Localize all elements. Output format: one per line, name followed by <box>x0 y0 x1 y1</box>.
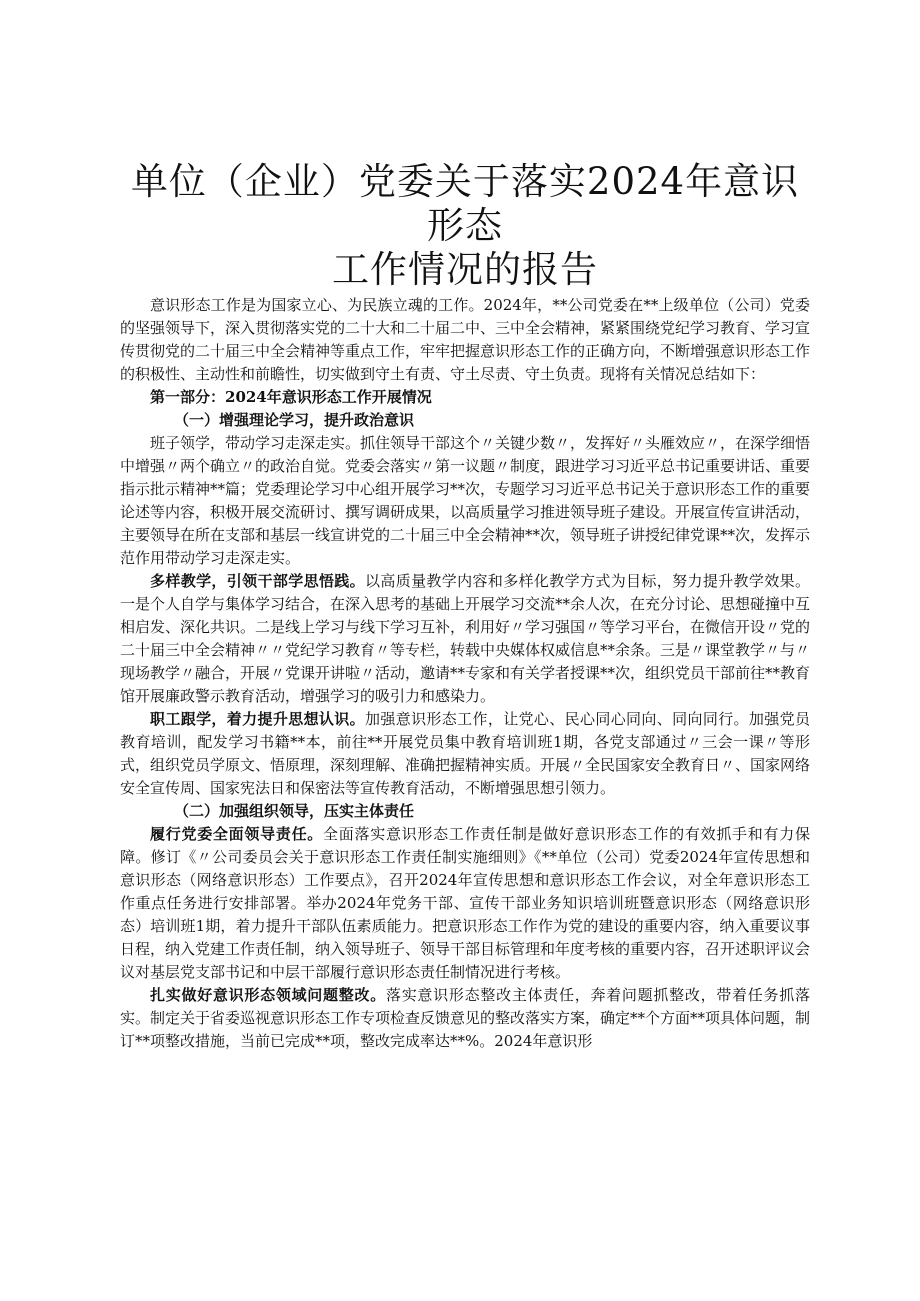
section2-heading: （二）加强组织领导，压实主体责任 <box>174 802 415 820</box>
paragraph-body: 落实意识形态整改主体责任，奔着问题抓整改，带着任务抓落实。制定关于省委巡视意识形态工作专项检查反馈意见的整改落实方案，确定**个方面**项具体问题，制订**项整改措施，当前已完成**项，整改完成率达**%。2024年意识形 <box>120 986 811 1050</box>
document-title <box>120 160 810 292</box>
paragraph-lead: 扎实做好意识形态领域问题整改。 <box>150 986 386 1004</box>
paragraph-body: 加强意识形态工作，让党心、民心同心同向、同向同行。加强党员教育培训，配发学习书籍**本，前往**开展党员集中教育培训班1期，各党支部通过〃三会一课〃等形式，组织党员学原文、悟原理，深刻理解、准确把握精神实质。开展〃全民国家安全教育日〃、国家网络安全宣传周、国家宪法日和保密法等宣传教育活动，不断增强思想引领力。 <box>120 710 811 797</box>
document-page <box>120 160 810 1053</box>
paragraph-lead: 多样教学，引领干部学思悟践。 <box>150 572 365 590</box>
paragraph-party-leadership <box>120 823 810 984</box>
paragraph-diverse-teaching <box>120 570 810 708</box>
title-line-2: 工作情况的报告 <box>332 248 598 291</box>
paragraph-rectification <box>120 984 810 1053</box>
paragraph-body: 全面落实意识形态工作责任制是做好意识形态工作的有效抓手和有力保障。修订《〃公司委员会关于意识形态工作责任制实施细则》《**单位（公司）党委2024年宣传思想和意识形态（网络意识形态）工作要点》，召开2024年宣传思想和意识形态工作会议，对全年意识形态工作重点任务进行安排部署。举办2024年党务干部、宣传干部业务知识培训班暨意识形态（网络意识形态）培训班1期，着力提升干部队伍素质能力。把意识形态工作作为党的建设的重要内容，纳入重要议事日程，纳入党建工作责任制，纳入领导班子、领导干部目标管理和年度考核的重要内容，召开述职评议会议对基层党支部书记和中层干部履行意识形态责任制情况进行考核。 <box>120 825 811 981</box>
paragraph-lead: 职工跟学，着力提升思想认识。 <box>150 710 365 728</box>
paragraph-body: 以高质量教学内容和多样化教学方式为目标，努力提升教学效果。一是个人自学与集体学习结合，在深入思考的基础上开展学习交流**余人次，在充分讨论、思想碰撞中互相启发、深化共识。二是线上学习与线下学习互补，利用好〃学习强国〃等学习平台，在微信开设〃党的二十届三中全会精神〃〃党纪学习教育〃等专栏，转载中央媒体权威信息**余条。三是〃课堂教学〃与〃现场教学〃融合，开展〃党课开讲啦〃活动，邀请**专家和有关学者授课**次，组织党员干部前往**教育馆开展廉政警示教育活动，增强学习的吸引力和感染力。 <box>120 572 811 705</box>
section1-heading: （一）增强理论学习，提升政治意识 <box>174 411 415 429</box>
title-line-1: 单位（企业）党委关于落实2024年意识形态 <box>130 160 800 247</box>
paragraph-lead: 履行党委全面领导责任。 <box>150 825 324 843</box>
intro-paragraph: 意识形态工作是为国家立心、为民族立魂的工作。2024年，**公司党委在**上级单位（公司）党委的坚强领导下，深入贯彻落实党的二十大和二十届二中、三中全会精神，紧紧围绕党纪学习教育、学习宣传贯彻党的二十届三中全会精神等重点工作，牢牢把握意识形态工作的正确方向，不断增强意识形态工作的积极性、主动性和前瞻性，切实做到守土有责、守土尽责、守土负责。现将有关情况总结如下： <box>120 296 811 383</box>
part1-heading: 第一部分：2024年意识形态工作开展情况 <box>150 388 432 406</box>
paragraph-staff-study <box>120 708 810 800</box>
paragraph-leadership-study: 班子领学，带动学习走深走实。抓住领导干部这个〃关键少数〃，发挥好〃头雁效应〃，在深学细悟中增强〃两个确立〃的政治自觉。党委会落实〃第一议题〃制度，跟进学习习近平总书记重要讲话、重要指示批示精神**篇；党委理论学习中心组开展学习**次，专题学习习近平总书记关于意识形态工作的重要论述等内容，积极开展交流研讨、撰写调研成果，以高质量学习推进领导班子建设。开展宣传宣讲活动，主要领导在所在支部和基层一线宣讲党的二十届三中全会精神**次，领导班子讲授纪律党课**次，发挥示范作用带动学习走深走实。 <box>120 434 811 567</box>
